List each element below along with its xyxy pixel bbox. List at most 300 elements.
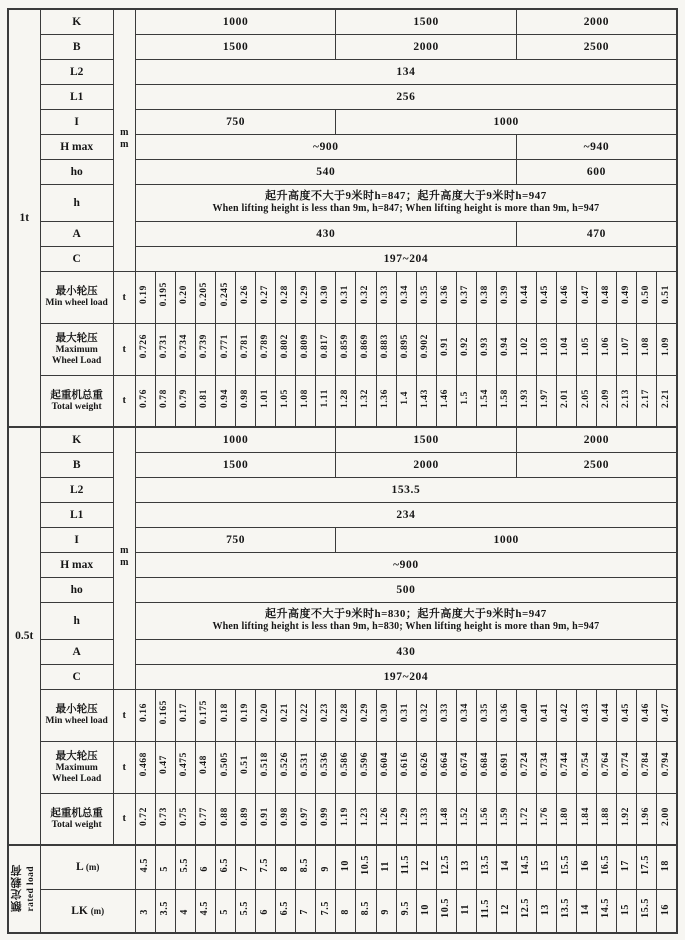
dim-value-cell: 2000 [336, 452, 516, 477]
weight-value-cell [155, 793, 175, 845]
span-value-cell [556, 889, 576, 933]
span-value: 12.5 [439, 854, 451, 875]
weight-value-cell [195, 323, 215, 375]
weight-value-cell [637, 689, 657, 741]
weight-value-cell [236, 271, 256, 323]
weight-value: 1.09 [660, 336, 671, 357]
dim-row-label: A [72, 645, 81, 658]
weight-value: 0.734 [540, 752, 551, 777]
weight-value: 0.626 [420, 752, 431, 777]
span-value: 8 [339, 909, 351, 915]
span-value-cell [336, 889, 356, 933]
weight-value-cell [256, 323, 276, 375]
weight-value: 0.81 [199, 388, 210, 408]
weight-row-label-zh: 最小轮压 [55, 703, 98, 715]
dim-value-cell: 1500 [336, 427, 516, 452]
weight-value-cell [175, 375, 195, 427]
weight-value: 1.48 [440, 806, 451, 826]
span-value: 17 [620, 860, 632, 872]
weight-value-cell [296, 271, 316, 323]
weight-value: 0.526 [279, 752, 290, 777]
span-value-cell [516, 889, 536, 933]
weight-value-cell [436, 689, 456, 741]
weight-value: 0.44 [600, 702, 611, 723]
weight-value-cell [637, 793, 657, 845]
dim-row [8, 452, 677, 477]
weight-value: 0.97 [299, 806, 310, 826]
span-value: 18 [660, 860, 672, 872]
dim-row [8, 552, 677, 577]
weight-value: 0.596 [359, 752, 370, 777]
weight-value: 0.895 [400, 334, 411, 359]
weight-value: 0.859 [339, 334, 350, 359]
span-row [8, 889, 677, 933]
weight-value: 1.5 [460, 391, 471, 406]
weight-value: 0.794 [660, 752, 671, 777]
unit-mm-cell [113, 427, 135, 689]
weight-value-cell [135, 271, 155, 323]
weight-value: 0.31 [339, 284, 350, 305]
span-value-cell [135, 845, 155, 889]
weight-value-cell [296, 741, 316, 793]
dim-value-cell: ~900 [135, 552, 677, 577]
weight-value: 1.07 [620, 336, 631, 357]
weight-value: 0.31 [400, 702, 411, 723]
span-value-cell [637, 889, 657, 933]
dim-row [8, 502, 677, 527]
weight-value: 0.468 [139, 752, 150, 777]
span-value-cell [436, 889, 456, 933]
span-value-cell [597, 845, 617, 889]
weight-value: 0.764 [600, 752, 611, 777]
weight-value-cell [236, 741, 256, 793]
span-value: 11 [459, 904, 471, 915]
dim-row-label-cell [40, 577, 113, 602]
weight-row-label-en: Total weight [51, 401, 102, 412]
span-value: 7.5 [319, 901, 331, 916]
weight-value-cell [536, 271, 556, 323]
weight-value-cell [356, 689, 376, 741]
weight-value-cell [296, 689, 316, 741]
unit-mm-cell [113, 9, 135, 271]
weight-value-cell [316, 323, 336, 375]
span-value: 6.5 [219, 857, 231, 872]
weight-value-cell [336, 375, 356, 427]
weight-value: 1.32 [359, 388, 370, 408]
span-value: 10 [419, 903, 431, 915]
weight-value-cell [336, 323, 356, 375]
dim-row [8, 602, 677, 639]
span-value: 14 [580, 903, 592, 915]
weight-value-cell [556, 689, 576, 741]
span-value-cell [376, 845, 396, 889]
span-value: 13 [540, 903, 552, 915]
weight-value-cell [516, 793, 536, 845]
weight-value-cell [396, 271, 416, 323]
weight-row [8, 375, 677, 427]
weight-value-cell [236, 375, 256, 427]
span-value: 8 [279, 865, 291, 872]
span-value-cell [576, 845, 596, 889]
weight-value: 0.22 [299, 702, 310, 723]
span-value-cell [476, 845, 496, 889]
span-value-cell [476, 889, 496, 933]
weight-row-label-en: Maximum Wheel Load [51, 762, 102, 784]
span-row-label: LK [71, 904, 88, 917]
weight-value: 0.731 [159, 334, 170, 359]
weight-value: 0.47 [580, 284, 591, 305]
dim-row-label: L2 [69, 65, 84, 78]
weight-value: 0.664 [440, 752, 451, 777]
dim-row-label-cell [40, 109, 113, 134]
weight-value-cell [436, 793, 456, 845]
weight-value-cell [356, 793, 376, 845]
weight-value-cell [236, 323, 256, 375]
weight-value: 0.26 [239, 284, 250, 305]
weight-value-cell [496, 375, 516, 427]
span-value-cell [175, 845, 195, 889]
weight-value-cell [135, 689, 155, 741]
weight-value: 0.195 [159, 282, 170, 307]
weight-value: 0.781 [239, 334, 250, 359]
weight-value-cell [456, 323, 476, 375]
weight-value-cell [597, 793, 617, 845]
weight-value-cell [396, 323, 416, 375]
weight-value-cell [216, 323, 236, 375]
dim-row-label: K [72, 433, 82, 446]
weight-row-label-cell [40, 793, 113, 845]
dim-row-label-cell [40, 427, 113, 452]
weight-value: 1.76 [540, 806, 551, 826]
dim-value-cell: 134 [135, 59, 677, 84]
span-value: 12 [419, 860, 431, 872]
weight-value: 2.21 [660, 388, 671, 408]
span-value-cell [316, 889, 336, 933]
span-value: 12 [500, 903, 512, 915]
weight-value: 0.789 [259, 334, 270, 359]
span-value-cell [416, 845, 436, 889]
weight-value: 0.44 [520, 284, 531, 305]
dim-row [8, 84, 677, 109]
weight-value-cell [576, 323, 596, 375]
weight-value: 1.26 [380, 806, 391, 826]
weight-value-cell [657, 323, 677, 375]
span-value: 5 [159, 865, 171, 872]
span-value-cell [396, 845, 416, 889]
weight-value: 0.73 [159, 806, 170, 826]
weight-value: 0.34 [400, 284, 411, 305]
span-value: 14.5 [520, 854, 532, 875]
rated-load-label-en: rated load [26, 866, 37, 912]
dim-row-label-cell [40, 246, 113, 271]
weight-value-cell [236, 689, 256, 741]
weight-value: 0.30 [380, 702, 391, 723]
weight-value-cell [556, 741, 576, 793]
weight-row-label-zh: 起重机总重 [50, 389, 103, 401]
span-value-cell [296, 889, 316, 933]
span-value-cell [576, 889, 596, 933]
dim-row-label: h [73, 196, 80, 209]
span-value: 4 [179, 909, 191, 915]
dim-row-label-cell [40, 221, 113, 246]
span-value-cell [456, 889, 476, 933]
weight-value: 0.19 [239, 702, 250, 723]
weight-row-label-en: Maximum Wheel Load [51, 344, 102, 366]
dim-row-label-cell [40, 9, 113, 34]
dim-value-cell: 2500 [516, 34, 677, 59]
weight-value-cell [536, 375, 556, 427]
dim-row-label: B [72, 40, 81, 53]
span-value: 3.5 [159, 901, 171, 916]
weight-value: 1.54 [480, 388, 491, 408]
span-value: 16 [660, 903, 672, 915]
weight-value-cell [175, 689, 195, 741]
span-value: 6.5 [279, 901, 291, 916]
weight-value-cell [376, 793, 396, 845]
weight-value: 0.94 [500, 336, 511, 357]
weight-row [8, 271, 677, 323]
weight-value-cell [536, 741, 556, 793]
dim-row [8, 9, 677, 34]
dim-row [8, 221, 677, 246]
span-value: 5 [219, 909, 231, 915]
weight-value-cell [436, 375, 456, 427]
span-value: 9.5 [399, 901, 411, 916]
weight-value-cell [175, 271, 195, 323]
weight-value: 0.91 [259, 806, 270, 826]
weight-value-cell [617, 375, 637, 427]
weight-value-cell [256, 793, 276, 845]
weight-value: 1.92 [620, 806, 631, 826]
weight-value: 0.91 [440, 336, 451, 357]
span-value: 16.5 [600, 854, 612, 875]
weight-value: 0.98 [239, 388, 250, 408]
span-value: 17.5 [640, 854, 652, 875]
weight-value: 1.04 [560, 336, 571, 357]
span-value-cell [657, 889, 677, 933]
weight-value: 0.38 [480, 284, 491, 305]
dim-row [8, 184, 677, 221]
weight-value: 0.92 [460, 336, 471, 357]
weight-value: 0.724 [520, 752, 531, 777]
weight-value: 1.96 [640, 806, 651, 826]
weight-value: 0.30 [319, 284, 330, 305]
weight-value-cell [516, 741, 536, 793]
weight-value-cell [336, 689, 356, 741]
weight-value: 0.586 [339, 752, 350, 777]
lifting-height-note-zh: 起升高度不大于9米时h=830；起升高度大于9米时h=947 [265, 607, 547, 620]
span-value: 8.5 [359, 901, 371, 916]
weight-value-cell [516, 375, 536, 427]
weight-value: 0.46 [640, 702, 651, 723]
weight-value-cell [556, 323, 576, 375]
weight-value: 0.48 [199, 754, 210, 775]
weight-value: 0.739 [199, 334, 210, 359]
load-group-cell [8, 9, 40, 427]
dim-value-cell: 540 [135, 159, 516, 184]
weight-value: 0.29 [359, 702, 370, 723]
span-value: 15.5 [640, 898, 652, 919]
weight-value-cell [597, 323, 617, 375]
weight-value-cell [135, 741, 155, 793]
dim-row-label: h [73, 614, 80, 627]
span-value: 6 [199, 865, 211, 872]
dim-value-cell: 750 [135, 109, 336, 134]
dim-value-cell: 500 [135, 577, 677, 602]
weight-value-cell [195, 375, 215, 427]
weight-value: 1.93 [520, 388, 531, 408]
weight-value-cell [476, 689, 496, 741]
weight-value: 0.35 [480, 702, 491, 723]
weight-value-cell [256, 375, 276, 427]
weight-value-cell [456, 271, 476, 323]
dim-value-cell: 1000 [135, 9, 336, 34]
weight-value-cell [376, 271, 396, 323]
span-value: 5.5 [239, 901, 251, 916]
weight-value: 0.45 [620, 702, 631, 723]
weight-value: 0.18 [219, 702, 230, 723]
weight-value-cell [216, 375, 236, 427]
weight-value-cell [617, 271, 637, 323]
lifting-height-note-zh: 起升高度不大于9米时h=847；起升高度大于9米时h=947 [265, 189, 547, 202]
span-row-label-cell [40, 889, 135, 933]
span-value: 15 [540, 860, 552, 872]
weight-value-cell [657, 741, 677, 793]
weight-value-cell [637, 271, 657, 323]
weight-value-cell [476, 323, 496, 375]
span-value: 10.5 [439, 898, 451, 919]
span-value-cell [356, 889, 376, 933]
span-value-cell [597, 889, 617, 933]
weight-value-cell [276, 689, 296, 741]
dim-row-label-cell [40, 602, 113, 639]
span-value: 8.5 [299, 857, 311, 872]
lifting-height-note-cell [135, 602, 677, 639]
span-value: 12.5 [520, 898, 532, 919]
span-value-cell [536, 845, 556, 889]
weight-value: 0.475 [179, 752, 190, 777]
weight-value-cell [356, 741, 376, 793]
weight-value-cell [556, 375, 576, 427]
span-value-cell [195, 889, 215, 933]
span-value: 14 [500, 860, 512, 872]
weight-value-cell [637, 375, 657, 427]
span-row-label: L [75, 861, 84, 874]
weight-value: 0.36 [500, 702, 511, 723]
weight-value-cell [617, 793, 637, 845]
weight-value-cell [416, 689, 436, 741]
weight-value: 0.78 [159, 388, 170, 408]
dim-value-cell: 1500 [135, 34, 336, 59]
dim-row-label: C [72, 252, 81, 265]
weight-value: 0.531 [299, 752, 310, 777]
weight-value: 0.37 [460, 284, 471, 305]
weight-row [8, 741, 677, 793]
weight-row-label-cell [40, 323, 113, 375]
weight-value: 0.99 [319, 806, 330, 826]
weight-value: 0.17 [179, 702, 190, 723]
dim-value-cell: 2000 [336, 34, 516, 59]
span-value: 4.5 [139, 857, 151, 872]
weight-value-cell [195, 689, 215, 741]
weight-row-label-cell [40, 741, 113, 793]
weight-value: 0.89 [239, 806, 250, 826]
weight-value: 1.19 [339, 806, 350, 826]
lifting-height-note-en: When lifting height is less than 9m, h=847; When lifting height is more than 9m, h=947 [212, 203, 600, 215]
dim-row-label: H max [60, 140, 94, 153]
weight-value-cell [496, 793, 516, 845]
weight-value: 0.93 [480, 336, 491, 357]
dim-value-cell: 197~204 [135, 664, 677, 689]
weight-value-cell [216, 741, 236, 793]
unit-t-cell: t [113, 689, 135, 741]
dim-value-cell: 1500 [336, 9, 516, 34]
dim-row [8, 109, 677, 134]
weight-value: 1.03 [540, 336, 551, 357]
weight-value: 0.41 [540, 702, 551, 723]
weight-value-cell [456, 689, 476, 741]
weight-row-label-zh: 最大轮压 [55, 332, 98, 344]
span-row-unit: (m) [90, 905, 105, 916]
weight-value: 0.536 [319, 752, 330, 777]
weight-value: 0.94 [219, 388, 230, 408]
weight-value-cell [256, 689, 276, 741]
weight-value: 0.754 [580, 752, 591, 777]
weight-value: 0.20 [259, 702, 270, 723]
span-value-cell [236, 889, 256, 933]
span-value-cell [135, 889, 155, 933]
weight-value-cell [516, 323, 536, 375]
span-value-cell [155, 845, 175, 889]
weight-value-cell [436, 741, 456, 793]
span-value-cell [456, 845, 476, 889]
weight-value: 0.29 [299, 284, 310, 305]
weight-value-cell [175, 793, 195, 845]
span-value-cell [276, 845, 296, 889]
weight-value-cell [456, 741, 476, 793]
dim-row [8, 639, 677, 664]
weight-value-cell [396, 793, 416, 845]
weight-value: 0.45 [540, 284, 551, 305]
span-value: 13 [459, 860, 471, 872]
dim-row-label: C [72, 670, 81, 683]
span-value-cell [617, 889, 637, 933]
dim-value-cell: 430 [135, 639, 677, 664]
weight-value-cell [556, 793, 576, 845]
weight-value-cell [376, 375, 396, 427]
weight-value: 1.05 [580, 336, 591, 357]
weight-value-cell [476, 793, 496, 845]
weight-value-cell [657, 271, 677, 323]
weight-value-cell [496, 271, 516, 323]
weight-value-cell [336, 741, 356, 793]
weight-value-cell [536, 689, 556, 741]
span-value-cell [657, 845, 677, 889]
weight-value: 1.05 [279, 388, 290, 408]
weight-value: 0.802 [279, 334, 290, 359]
weight-value-cell [617, 689, 637, 741]
dim-row [8, 34, 677, 59]
weight-value: 0.34 [460, 702, 471, 723]
span-value-cell [316, 845, 336, 889]
weight-value: 0.734 [179, 334, 190, 359]
span-value-cell [637, 845, 657, 889]
weight-value: 0.869 [359, 334, 370, 359]
dim-value-cell: 1000 [336, 527, 677, 552]
dim-value-cell: 234 [135, 502, 677, 527]
weight-value: 0.50 [640, 284, 651, 305]
weight-value: 2.01 [560, 388, 571, 408]
